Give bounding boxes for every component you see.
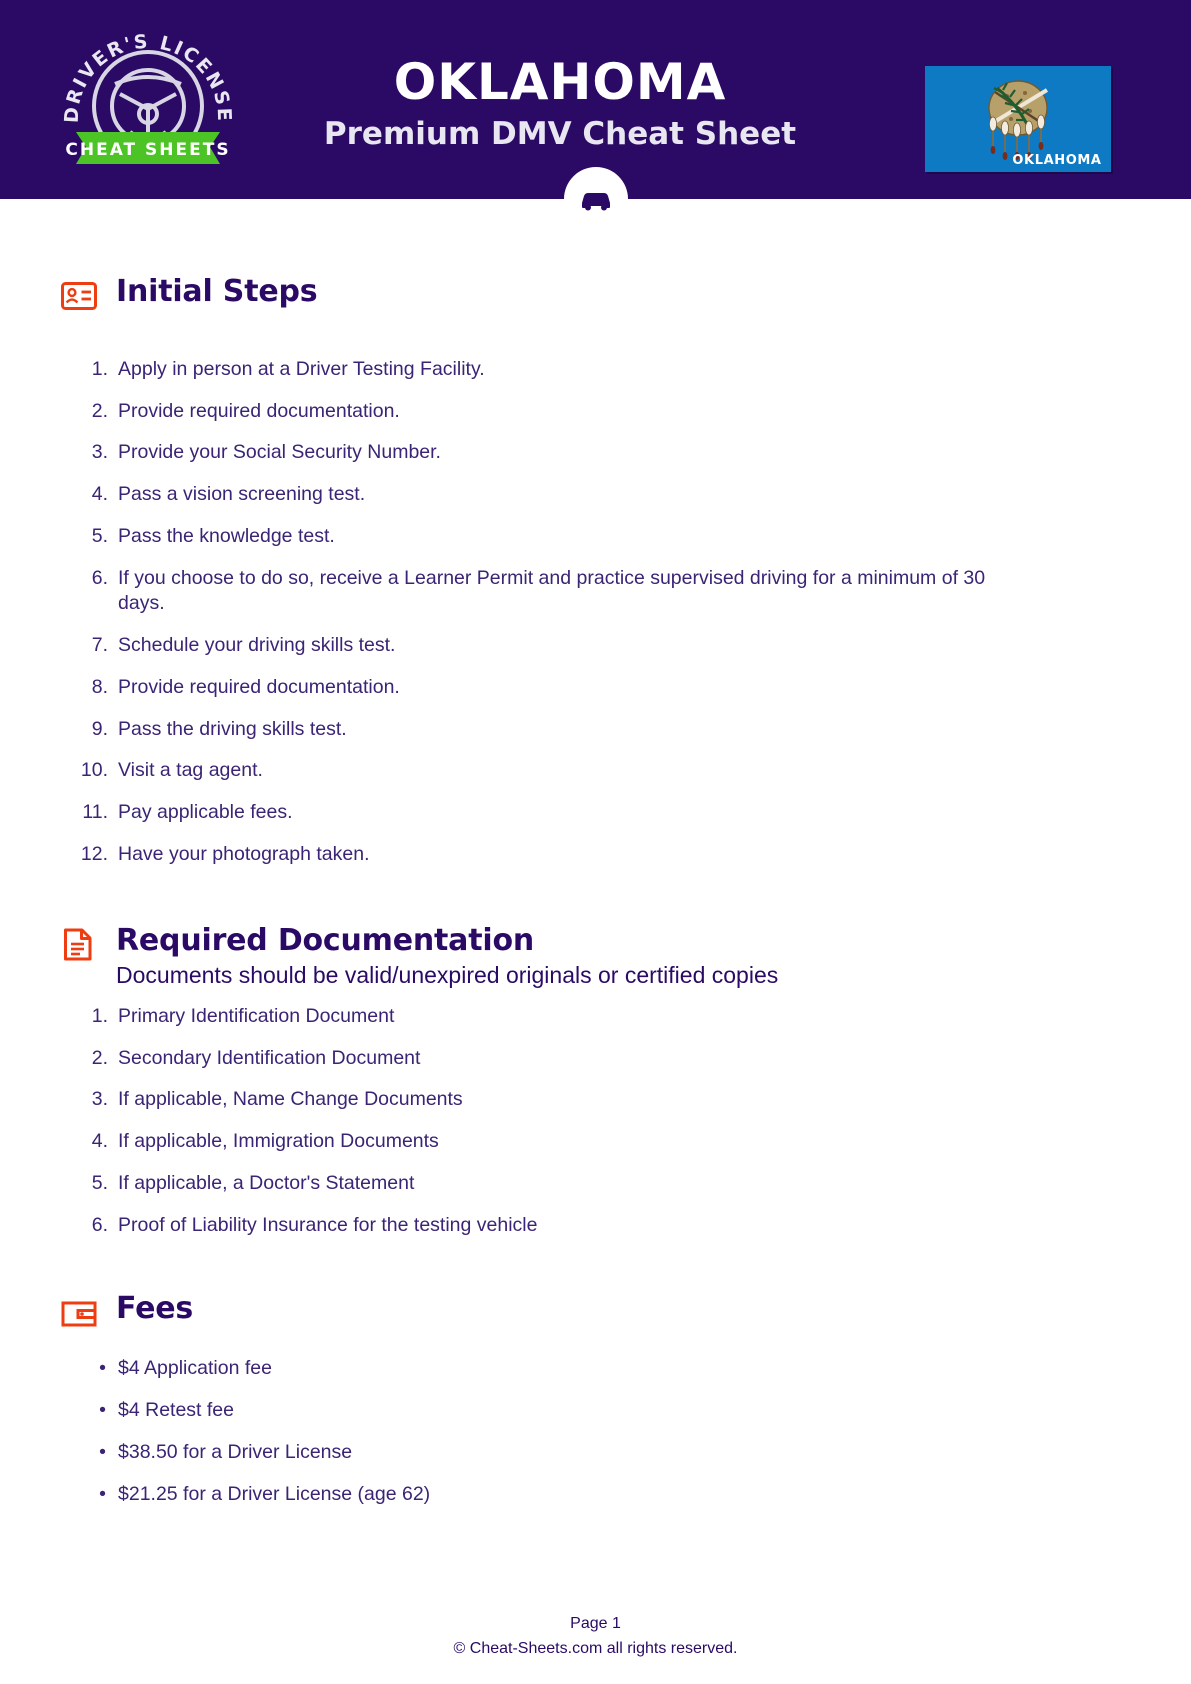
section-initial-steps bbox=[60, 275, 1131, 868]
list-item-text: Primary Identification Document bbox=[118, 1004, 395, 1027]
list-item bbox=[60, 675, 1131, 701]
list-item-text: Schedule your driving skills test. bbox=[118, 634, 396, 657]
list-bullet: • bbox=[99, 1399, 106, 1422]
list-item bbox=[60, 842, 1131, 868]
logo-arc-text: DRIVER'S LICENSE bbox=[60, 30, 236, 124]
list-item bbox=[60, 1482, 1131, 1508]
list-bullet: • bbox=[99, 1440, 106, 1463]
list-item bbox=[60, 717, 1131, 743]
section-header-initial-steps bbox=[60, 275, 1131, 315]
section-title: Required Documentation bbox=[116, 922, 535, 958]
list-item-text: Pay applicable fees. bbox=[118, 801, 293, 824]
list-item-text: $4 Application fee bbox=[118, 1357, 272, 1380]
section-required-documentation bbox=[60, 924, 1131, 1239]
page-footer bbox=[0, 1611, 1191, 1662]
list-item bbox=[60, 1171, 1131, 1197]
list-item-text: If applicable, a Doctor's Statement bbox=[118, 1171, 415, 1194]
list-item-number: 1. bbox=[91, 358, 108, 380]
section-fees bbox=[60, 1292, 1131, 1507]
list-item-text: If applicable, Immigration Documents bbox=[118, 1130, 439, 1153]
list-item bbox=[60, 566, 1131, 617]
list-item bbox=[60, 1129, 1131, 1155]
section-title: Fees bbox=[116, 1291, 194, 1327]
list-item-text: $38.50 for a Driver License bbox=[118, 1440, 353, 1463]
car-icon bbox=[578, 187, 614, 213]
list-item-number: 4. bbox=[91, 483, 108, 506]
list-item bbox=[60, 482, 1131, 508]
list-item-number: 5. bbox=[91, 1171, 108, 1194]
list-item bbox=[60, 357, 1131, 383]
list-item bbox=[60, 1087, 1131, 1113]
list-item bbox=[60, 1046, 1131, 1072]
list-item-text: If applicable, Name Change Documents bbox=[118, 1088, 463, 1111]
list-item-text: Pass a vision screening test. bbox=[118, 483, 366, 506]
section-header-required-documentation bbox=[60, 924, 1131, 990]
list-item-text: Provide required documentation. bbox=[118, 675, 400, 698]
list-item bbox=[60, 758, 1131, 784]
list-item-text: Pass the knowledge test. bbox=[118, 524, 335, 547]
list-item-text: $4 Retest fee bbox=[118, 1399, 234, 1422]
list-item-number: 3. bbox=[91, 1088, 108, 1111]
list-item-text: Secondary Identification Document bbox=[118, 1046, 421, 1069]
list-item bbox=[60, 1356, 1131, 1382]
oklahoma-flag bbox=[925, 66, 1111, 172]
list-bullet: • bbox=[99, 1357, 106, 1380]
list-item-number: 7. bbox=[91, 634, 108, 657]
list-item-text: Have your photograph taken. bbox=[118, 842, 370, 865]
list-bullet: • bbox=[99, 1482, 106, 1505]
list-item-number: 6. bbox=[91, 1213, 108, 1236]
list-item-number: 8. bbox=[91, 675, 108, 698]
list-item bbox=[60, 633, 1131, 659]
page-subtitle: Premium DMV Cheat Sheet bbox=[323, 115, 797, 152]
list-item bbox=[60, 1440, 1131, 1466]
list-item-number: 2. bbox=[91, 1046, 108, 1069]
section-titles bbox=[116, 924, 1131, 990]
copyright-text: © Cheat-Sheets.com all rights reserved. bbox=[453, 1640, 738, 1658]
brand-logo bbox=[58, 14, 238, 174]
required-documentation-list bbox=[60, 1004, 1131, 1238]
list-item-number: 11. bbox=[82, 801, 108, 824]
section-header-fees bbox=[60, 1292, 1131, 1332]
list-item-text: Pass the driving skills test. bbox=[118, 717, 347, 740]
section-titles bbox=[116, 1292, 1131, 1326]
section-subtitle: Documents should be valid/unexpired originals or certified copies bbox=[116, 962, 779, 989]
list-item bbox=[60, 1213, 1131, 1239]
list-item-text: Provide required documentation. bbox=[118, 399, 400, 422]
list-item-number: 2. bbox=[91, 399, 108, 422]
list-item bbox=[60, 399, 1131, 425]
list-item-number: 9. bbox=[91, 717, 108, 740]
list-item-text: $21.25 for a Driver License (age 62) bbox=[118, 1482, 431, 1505]
fees-list bbox=[60, 1356, 1131, 1507]
list-item-text: Proof of Liability Insurance for the testing vehicle bbox=[118, 1213, 538, 1236]
list-item-number: 3. bbox=[91, 441, 108, 464]
list-item-number: 12. bbox=[80, 842, 108, 865]
initial-steps-list bbox=[60, 357, 1131, 868]
list-item-number: 10. bbox=[80, 759, 108, 782]
wallet-icon bbox=[60, 1294, 98, 1332]
flag-label: OKLAHOMA bbox=[1012, 153, 1102, 168]
car-badge bbox=[564, 167, 628, 223]
list-item-text: Provide your Social Security Number. bbox=[118, 441, 441, 464]
id-card-icon bbox=[60, 277, 98, 315]
list-item bbox=[60, 800, 1131, 826]
list-item-number: 4. bbox=[91, 1130, 108, 1153]
page-content bbox=[0, 275, 1191, 1507]
list-item bbox=[60, 1004, 1131, 1030]
document-icon bbox=[60, 926, 98, 964]
list-item-text: Visit a tag agent. bbox=[118, 759, 263, 782]
state-title: OKLAHOMA bbox=[393, 53, 727, 111]
logo-banner-text: CHEAT SHEETS bbox=[65, 140, 231, 160]
list-item bbox=[60, 1398, 1131, 1424]
list-item-number: 6. bbox=[91, 566, 108, 589]
section-titles bbox=[116, 275, 1131, 309]
list-item bbox=[60, 440, 1131, 466]
section-title: Initial Steps bbox=[116, 274, 318, 309]
header-title-block bbox=[300, 53, 820, 152]
list-item-number: 1. bbox=[91, 1004, 108, 1027]
list-item-number: 5. bbox=[91, 524, 108, 547]
list-item bbox=[60, 524, 1131, 550]
list-item-text: If you choose to do so, receive a Learner Permit and practice supervised driving for a minimum of 30 days. bbox=[118, 566, 986, 615]
page-number: Page 1 bbox=[570, 1614, 621, 1632]
list-item-text: Apply in person at a Driver Testing Facility. bbox=[118, 358, 485, 380]
